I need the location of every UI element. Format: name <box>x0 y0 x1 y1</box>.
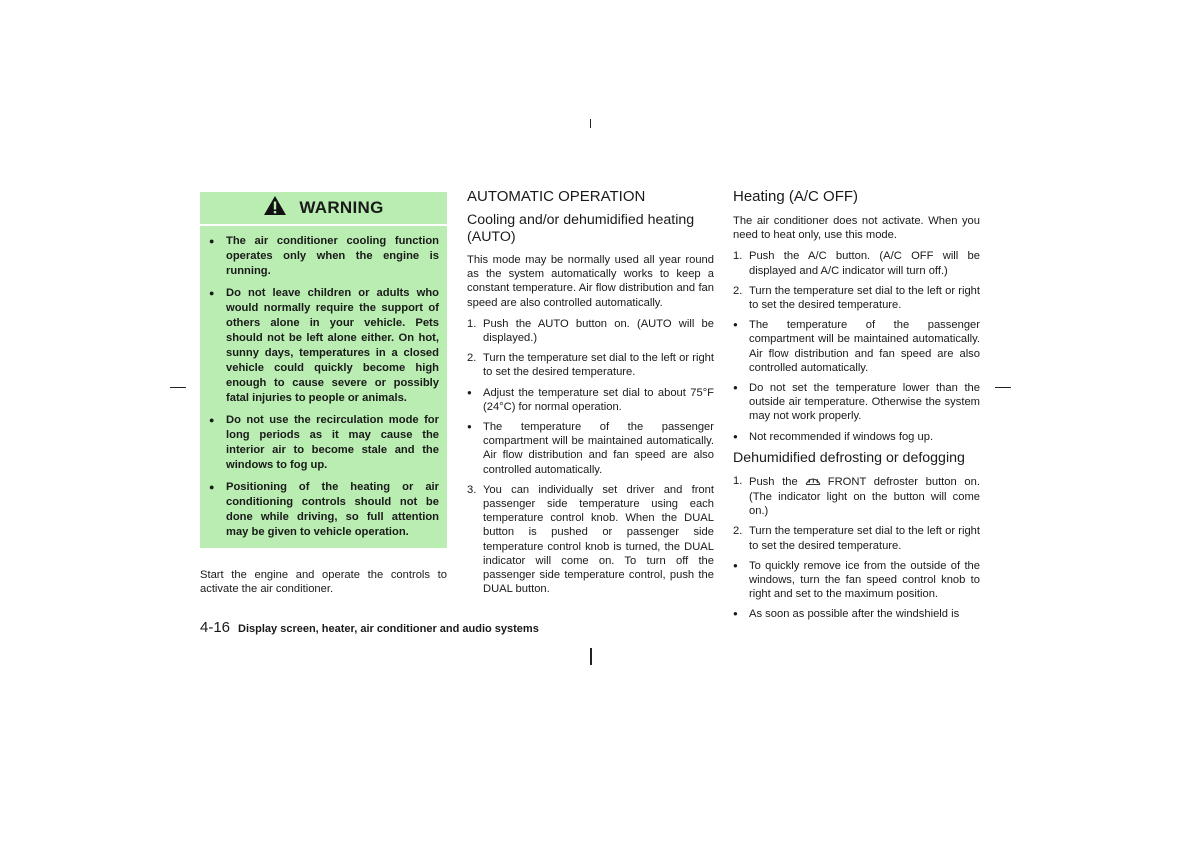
chapter-title: Display screen, heater, air conditioner and audio systems <box>238 623 539 635</box>
page-number: 4-16 <box>200 619 231 636</box>
bullet-item <box>733 430 980 444</box>
bullet-text: The temperature of the passenger compartment will be maintained automatically. Air flow distribution and fan speed are also controlled automatically. <box>749 319 980 374</box>
bullet: ● <box>209 236 215 246</box>
warning-item-text: The air conditioner cooling function operates only when the engine is running. <box>226 235 439 277</box>
step-number: 1. <box>467 317 477 330</box>
right-column <box>733 188 980 628</box>
step-text-before: Push the <box>749 475 798 488</box>
bullet-item <box>733 381 980 424</box>
bullet-item <box>733 318 980 375</box>
warning-header <box>200 192 447 226</box>
warning-item <box>206 286 439 406</box>
front-defroster-icon <box>804 474 822 490</box>
step-text: Push the A/C button. (A/C OFF will be displayed and A/C indicator will turn off.) <box>749 250 980 277</box>
step-item <box>733 284 980 312</box>
crop-mark-right <box>995 387 1011 388</box>
bullet: ● <box>209 415 215 425</box>
step-item <box>733 524 980 552</box>
warning-item <box>206 413 439 473</box>
warning-title: WARNING <box>299 197 384 217</box>
step-number: 3. <box>467 483 477 496</box>
bullet-text: To quickly remove ice from the outside of the windows, turn the fan speed control knob to right and set to the maximum position. <box>749 559 980 601</box>
step-item <box>467 317 714 345</box>
bullet: ● <box>733 320 738 330</box>
intro-paragraph: Start the engine and operate the controls to activate the air conditioner. <box>200 569 447 596</box>
heating-intro-paragraph: The air conditioner does not activate. When you need to heat only, use this mode. <box>733 215 980 242</box>
step-text: Push the AUTO button on. (AUTO will be displayed.) <box>483 317 714 345</box>
step-number: 1. <box>733 474 743 487</box>
step-number: 1. <box>733 250 743 263</box>
step-item <box>733 249 980 277</box>
step-number: 2. <box>467 352 477 365</box>
step-item <box>467 483 714 597</box>
bullet-text: Do not set the temperature lower than the outside air temperature. Otherwise the system may not work properly. <box>749 382 980 423</box>
warning-box <box>200 192 447 548</box>
bullet-item <box>733 559 980 602</box>
step-text <box>749 474 980 519</box>
warning-item <box>206 234 439 279</box>
step-text: Turn the temperature set dial to the left or right to set the desired temperature. <box>749 284 980 312</box>
bullet-item <box>467 386 714 414</box>
defog-title: Dehumidified defrosting or defogging <box>733 449 965 466</box>
bullet-text: Not recommended if windows fog up. <box>749 430 934 443</box>
warning-item-text: Positioning of the heating or air conditioning controls should not be done while driving, so full attention may be given to vehicle operation. <box>226 481 439 538</box>
warning-item-text: Do not leave children or adults who would normally require the support of others alone in your vehicle. Pets should not be left alone either. On hot, sunny days, temperatures in a closed vehicle could quickly become high enough to cause severe or possibly fatal injuries to people or animals. <box>226 287 439 404</box>
left-column <box>200 192 447 596</box>
bullet: ● <box>467 387 472 397</box>
bullet: ● <box>733 431 738 441</box>
warning-list <box>200 226 447 548</box>
step-number: 2. <box>733 284 743 297</box>
step-number: 2. <box>733 525 743 538</box>
bullet: ● <box>209 288 215 298</box>
crop-mark-left <box>170 387 186 388</box>
warning-triangle-icon <box>263 195 287 220</box>
page-footer <box>200 619 539 636</box>
step-item <box>733 474 980 519</box>
step-text: You can individually set driver and front passenger side temperature using each temperature control knob. When the DUAL button is pushed or passenger side temperature control knob is turned, the DUAL indicator will come on. To turn off the passenger side temperature control, push the DUAL button. <box>483 483 714 596</box>
bullet: ● <box>733 383 738 393</box>
step-item <box>467 351 714 379</box>
crop-mark-bottom <box>590 648 592 665</box>
bullet: ● <box>733 609 738 619</box>
middle-column <box>467 188 714 602</box>
bullet: ● <box>467 422 472 432</box>
bullet: ● <box>209 482 215 492</box>
step-text-after: FRONT defroster button on. (The indicator light on the button will come on.) <box>749 475 980 518</box>
subsection-title: Cooling and/or dehumidified heating (AUTO) <box>467 212 695 245</box>
step-text: Turn the temperature set dial to the left or right to set the desired temperature. <box>749 525 980 552</box>
section-title: AUTOMATIC OPERATION <box>467 188 646 205</box>
step-text: Turn the temperature set dial to the left or right to set the desired temperature. <box>483 352 714 379</box>
bullet-text: The temperature of the passenger compartment will be maintained automatically. Air flow distribution and fan speed are also controlled automatically. <box>483 421 714 476</box>
bullet: ● <box>733 560 738 570</box>
warning-item-text: Do not use the recirculation mode for long periods as it may cause the interior air to become stale and the windows to fog up. <box>226 414 439 471</box>
crop-mark-top <box>590 119 591 128</box>
auto-intro-paragraph: This mode may be normally used all year round as the system automatically works to keep a constant temperature. Air flow distribution and fan speed are also controlled automatically. <box>467 254 714 309</box>
bullet-text: As soon as possible after the windshield is <box>749 608 960 621</box>
bullet-text: Adjust the temperature set dial to about 75°F (24°C) for normal operation. <box>483 386 714 413</box>
bullet-item <box>467 420 714 477</box>
heating-title: Heating (A/C OFF) <box>733 188 859 205</box>
bullet-item <box>733 607 980 621</box>
warning-item <box>206 480 439 540</box>
